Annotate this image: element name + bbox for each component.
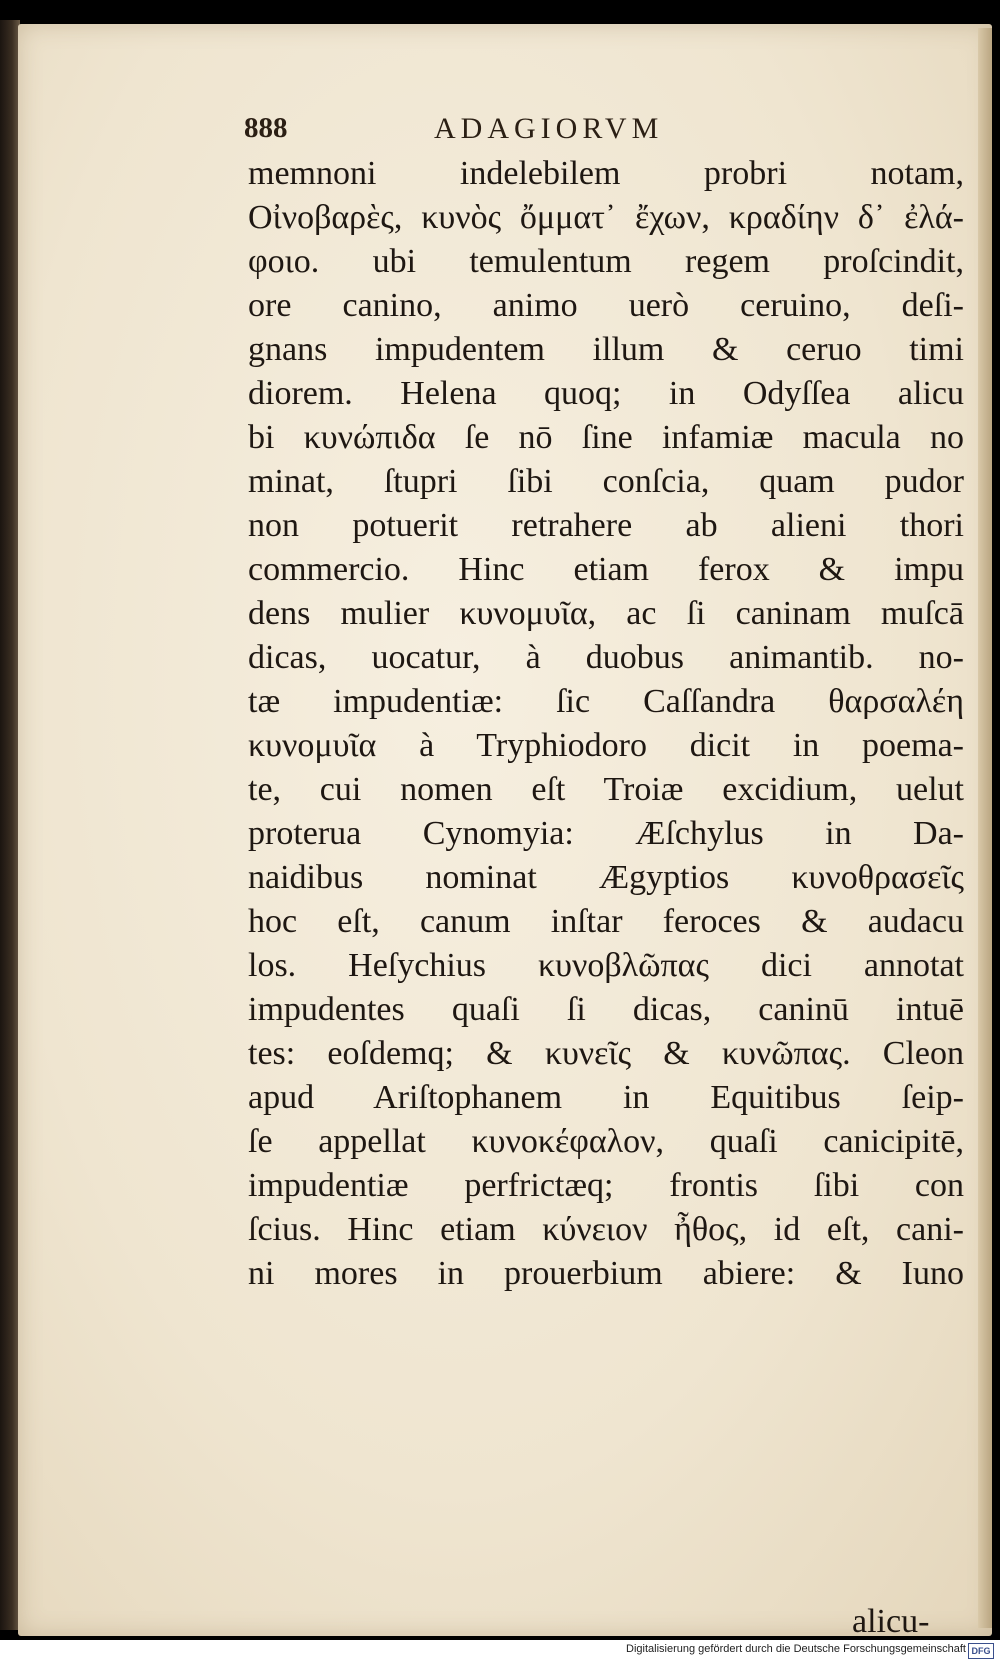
text-line: impudentes quaſi ſi dicas, caninū intuē: [248, 991, 964, 1028]
text-line: ſcius. Hinc etiam κύνειον ἦθος, id eſt, cani-: [248, 1211, 964, 1248]
page-number: 888: [244, 112, 288, 144]
text-line: te, cui nomen eſt Troiæ excidium, uelut: [248, 771, 964, 808]
text-line: los. Heſychius κυνοβλῶπας dici annotat: [248, 947, 964, 984]
running-title: ADAGIORVM: [434, 112, 664, 145]
text-line: impudentiæ perfrictæq; frontis ſibi con: [248, 1167, 964, 1204]
catchword: alicu-: [852, 1603, 930, 1640]
text-line: ſe appellat κυνοκέφαλον, quaſi canicipitē,: [248, 1123, 964, 1160]
text-line: tes: eoſdemq; & κυνεῖς & κυνῶπας. Cleon: [248, 1035, 964, 1072]
body-text: [248, 152, 964, 1296]
text-line: dicas, uocatur, à duobus animantib. no-: [248, 639, 964, 676]
text-line: apud Ariſtophanem in Equitibus ſeip-: [248, 1079, 964, 1116]
text-line: memnoni indelebilem probri notam,: [248, 155, 964, 192]
text-line: diorem. Helena quoq; in Odyſſea alicu: [248, 375, 964, 412]
text-line: κυνομυῖα à Tryphiodoro dicit in poema-: [248, 727, 964, 764]
text-line: ore canino, animo uerò ceruino, deſi-: [248, 287, 964, 324]
page-fore-edge: [978, 28, 992, 1628]
text-line: non potuerit retrahere ab alieni thori: [248, 507, 964, 544]
running-head: [244, 112, 764, 152]
text-line: hoc eſt, canum inſtar feroces & audacu: [248, 903, 964, 940]
text-line: commercio. Hinc etiam ferox & impu: [248, 551, 964, 588]
text-line: proterua Cynomyia: Æſchylus in Da-: [248, 815, 964, 852]
text-line: minat, ſtupri ſibi conſcia, quam pudor: [248, 463, 964, 500]
text-line: φοιο. ubi temulentum regem proſcindit,: [248, 243, 964, 280]
text-line: bi κυνώπιδα ſe nō ſine infamiæ macula no: [248, 419, 964, 456]
text-line: naidibus nominat Ægyptios κυνοθρασεῖς: [248, 859, 964, 896]
book-spine-edge: [0, 20, 20, 1630]
text-line: ni mores in prouerbium abiere: & Iuno: [248, 1255, 964, 1292]
footer-credit: Digitalisierung gefördert durch die Deutsche Forschungsgemeinschaft: [626, 1643, 966, 1655]
text-line: Οἰνοβαρὲς, κυνὸς ὄμματ᾽ ἔχων, κραδίην δ᾽ ἐλά-: [248, 199, 964, 236]
text-line: gnans impudentem illum & ceruo timi: [248, 331, 964, 368]
text-line: tæ impudentiæ: ſic Caſſandra θαρσαλέη: [248, 683, 964, 720]
digitization-footer: [0, 1640, 1000, 1664]
dfg-logo-icon: DFG: [968, 1643, 994, 1659]
text-line: dens mulier κυνομυῖα, ac ſi caninam muſcā: [248, 595, 964, 632]
